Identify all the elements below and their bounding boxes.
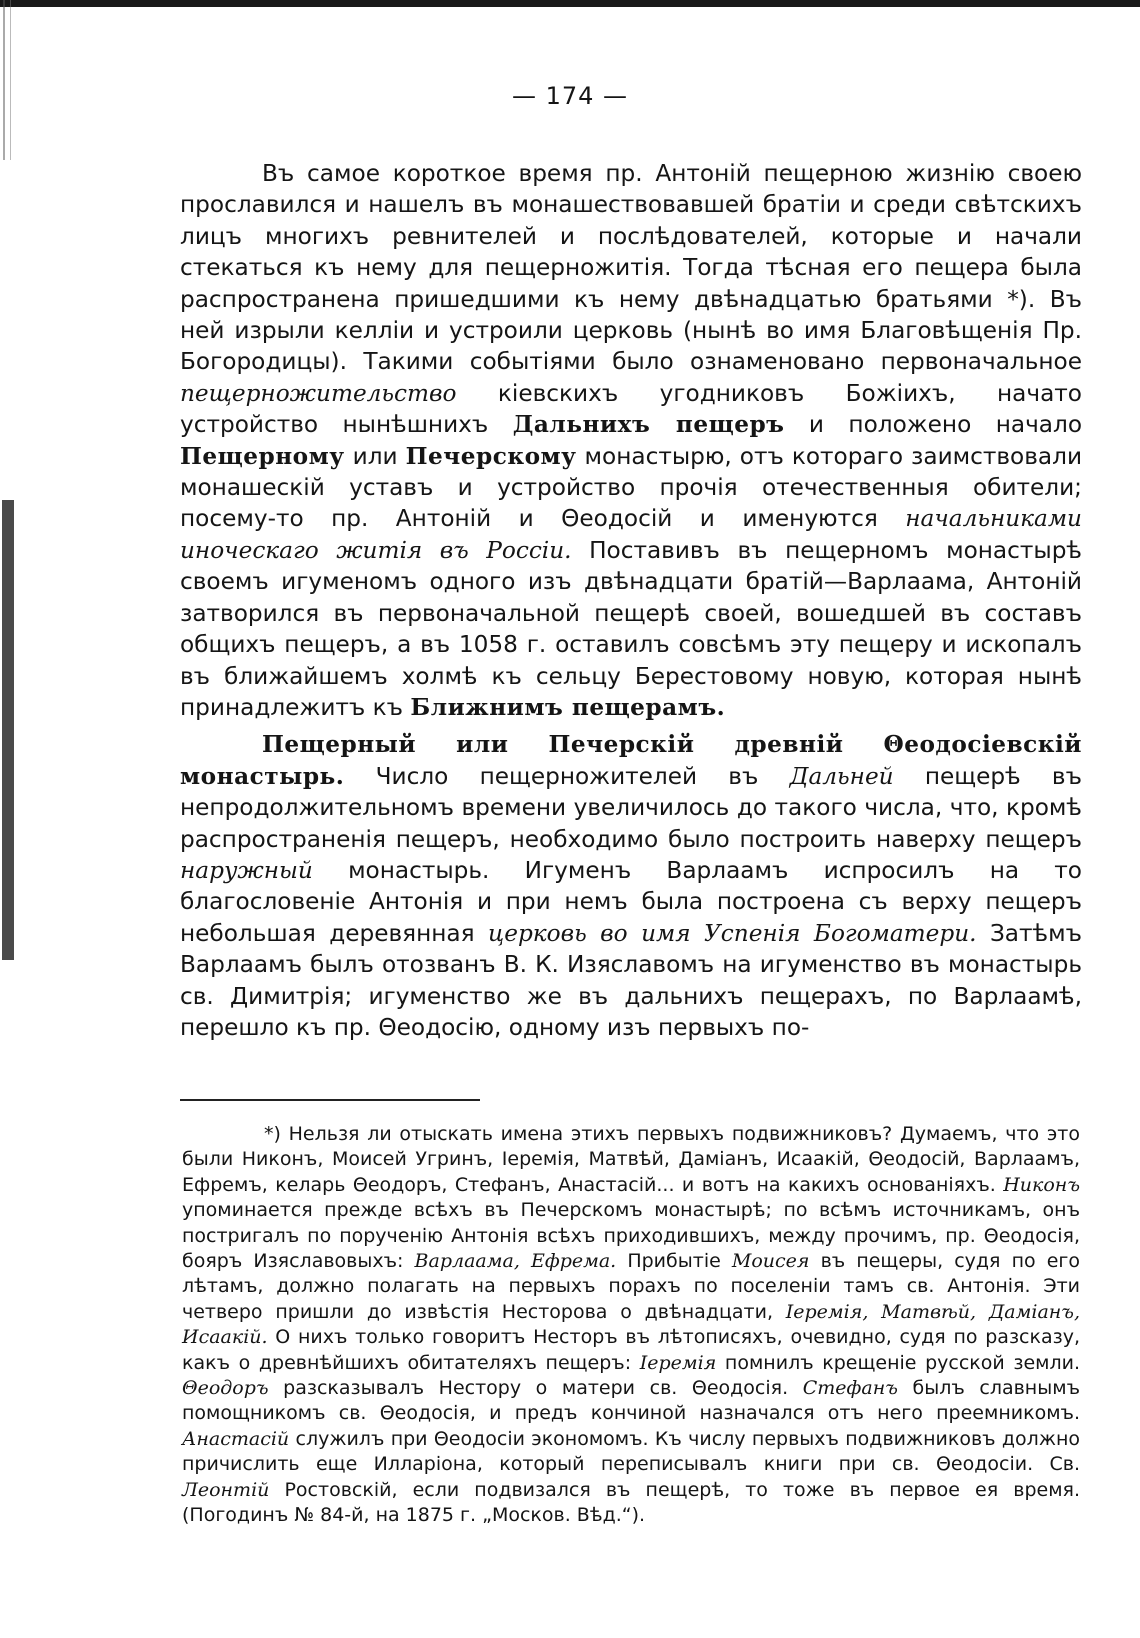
page-top-edge [0, 0, 1140, 7]
text-run: Затѣмъ Варлаамъ былъ отозванъ В. К. Изяславомъ на игуменство въ монастырь св. Димитрія; игуменство же въ дальнихъ пещерахъ, по Варлаамѣ, перешло къ пр. Θеодосію, одному изъ первыхъ по- [180, 919, 1082, 1041]
italic-name: Стефанъ [802, 1377, 898, 1400]
text-run: монастырю, отъ котораго заимствовали монашескій уставъ и устройство прочія отечественныя обители; посему-то пр. Антоній и Θеодосій и именуются [180, 442, 1083, 533]
text-run: пещерѣ въ непродолжительномъ времени увеличилось до такого числа, что, кромѣ распространенія пещеръ, необходимо было построить наверху пещеръ [180, 762, 1082, 853]
text-run: и положено начало [784, 411, 1083, 439]
text-run: упоминается прежде всѣхъ въ Печерскомъ монастырѣ; по всѣмъ источникамъ, онъ постригалъ по порученію Антонія всѣхъ приходившихъ, между прочимъ, пр. Θеодосія, бояръ Изяславовыхъ: [182, 1199, 1080, 1273]
text-run: кіевскихъ угодниковъ Божіихъ, начато устройство нынѣшнихъ [180, 379, 1082, 439]
text-run: Число пещерножителей въ [344, 762, 790, 790]
text-run: *) Нельзя ли отыскать имена этихъ первыхъ подвижниковъ? Думаемъ, что это были Никонъ, Моисей Угринъ, Іеремія, Матвѣй, Даміанъ, Исаакій, Θеодосій, Варлаамъ, Ефремъ, келарь Θеодоръ, Стефанъ, Анастасій... и вотъ на какихъ основаніяхъ. [182, 1123, 1080, 1196]
text-run: Въ самое короткое время пр. Антоній пещерною жизнію своею прославился и нашелъ въ монашествовавшей братіи и среди свѣтскихъ лицъ многихъ ревнителей и послѣдователей, которые и начали стекаться къ нему для пещерножитія. Тогда тѣсная его пещера была распространена пришедшими къ нему двѣнадцатью братьями *). Въ ней изрыли келліи и устроили церковь (нынѣ во имя Благовѣщенія Пр. Богородицы). Такими событіями было ознаменовано первоначальное [180, 160, 1082, 376]
bold-term: Дальнихъ пещеръ [512, 411, 785, 439]
bold-term: Ближнимъ пещерамъ. [410, 693, 726, 721]
text-run: помнилъ крещеніе русской земли. [716, 1351, 1080, 1374]
paragraph-1 [180, 158, 1082, 723]
text-run: О нихъ только говоритъ Несторъ въ лѣтописяхъ, очевидно, судя по разсказу, какъ о древнѣйшихъ обитателяхъ пещеръ: [182, 1326, 1080, 1374]
section-heading: Пещерный или Печерскій древній Θеодосіевскій монастырь. [180, 731, 1082, 790]
italic-name: Никонъ [1003, 1173, 1080, 1196]
text-run: въ пещеры, судя по его лѣтамъ, должно полагать на первыхъ порахъ по поселеніи тамъ св. Антонія. Эти четверо пришли до извѣстія Несторова о двѣнадцати, [182, 1250, 1081, 1323]
main-text [180, 158, 1082, 1043]
footnote [182, 1122, 1080, 1529]
italic-name: Моисея [731, 1250, 810, 1273]
italic-term: пещерножительство [180, 379, 457, 407]
text-run: служилъ при Θеодосіи экономомъ. Къ числу первыхъ подвижниковъ должно причислить еще Илларіона, который переписывалъ книги при св. Θеодосіи. Св. [182, 1427, 1080, 1476]
italic-term: начальниками иноческаго житія въ Россіи. [180, 505, 1082, 564]
text-run: былъ славнымъ помощникомъ св. Θеодосія, и предъ кончиной назначался отъ него преемникомъ. [182, 1377, 1080, 1425]
text-run: Ростовскій, если подвизался въ пещерѣ, то тоже въ первое ея время. (Погодинъ № 84-й, на 1875 г. „Москов. Вѣд.“). [182, 1478, 1080, 1527]
italic-name: Θеодоръ [182, 1377, 269, 1400]
italic-name: Анастасій [182, 1427, 290, 1450]
text-run: Поставивъ въ пещерномъ монастырѣ своемъ игуменомъ одного изъ двѣнадцати братій—Варлаама, Антоній затворился въ первоначальной пещерѣ своей, вошедшей въ составъ общихъ пещеръ, а въ 1058 г. оставилъ совсѣмъ эту пещеру и ископалъ въ ближайшемъ холмѣ къ сельцу Берестовому новую, которая нынѣ принадлежитъ къ [180, 536, 1082, 721]
italic-term: наружный [180, 856, 313, 884]
italic-name: Леонтій [182, 1478, 270, 1501]
binding-edge-marks [0, 0, 20, 1638]
bold-term: Печерскому [405, 442, 577, 470]
bold-term: Пещерному [180, 442, 345, 470]
italic-name: Варлаама, Ефрема. [414, 1250, 617, 1273]
text-run: монастырь. Игуменъ Варлаамъ испросилъ на то благословеніе Антонія и при немъ была построена съ верху пещеръ небольшая деревянная [180, 856, 1082, 947]
italic-term: Дальней [789, 762, 894, 790]
italic-name: Іеремія, Матвѣй, Даміанъ, Исаакій. [182, 1300, 1080, 1349]
italic-name: Іеремія [639, 1351, 717, 1374]
footnote-rule [180, 1099, 480, 1101]
text-run: Прибытіе [616, 1250, 732, 1273]
footnote-paragraph [182, 1122, 1080, 1529]
text-run: разсказывалъ Нестору о матери св. Θеодосія. [268, 1377, 803, 1400]
italic-term: церковь во имя Успенія Богоматери. [488, 919, 977, 947]
text-run: или [344, 442, 406, 470]
page-number: — 174 — [511, 82, 629, 110]
paragraph-2 [180, 729, 1082, 1043]
